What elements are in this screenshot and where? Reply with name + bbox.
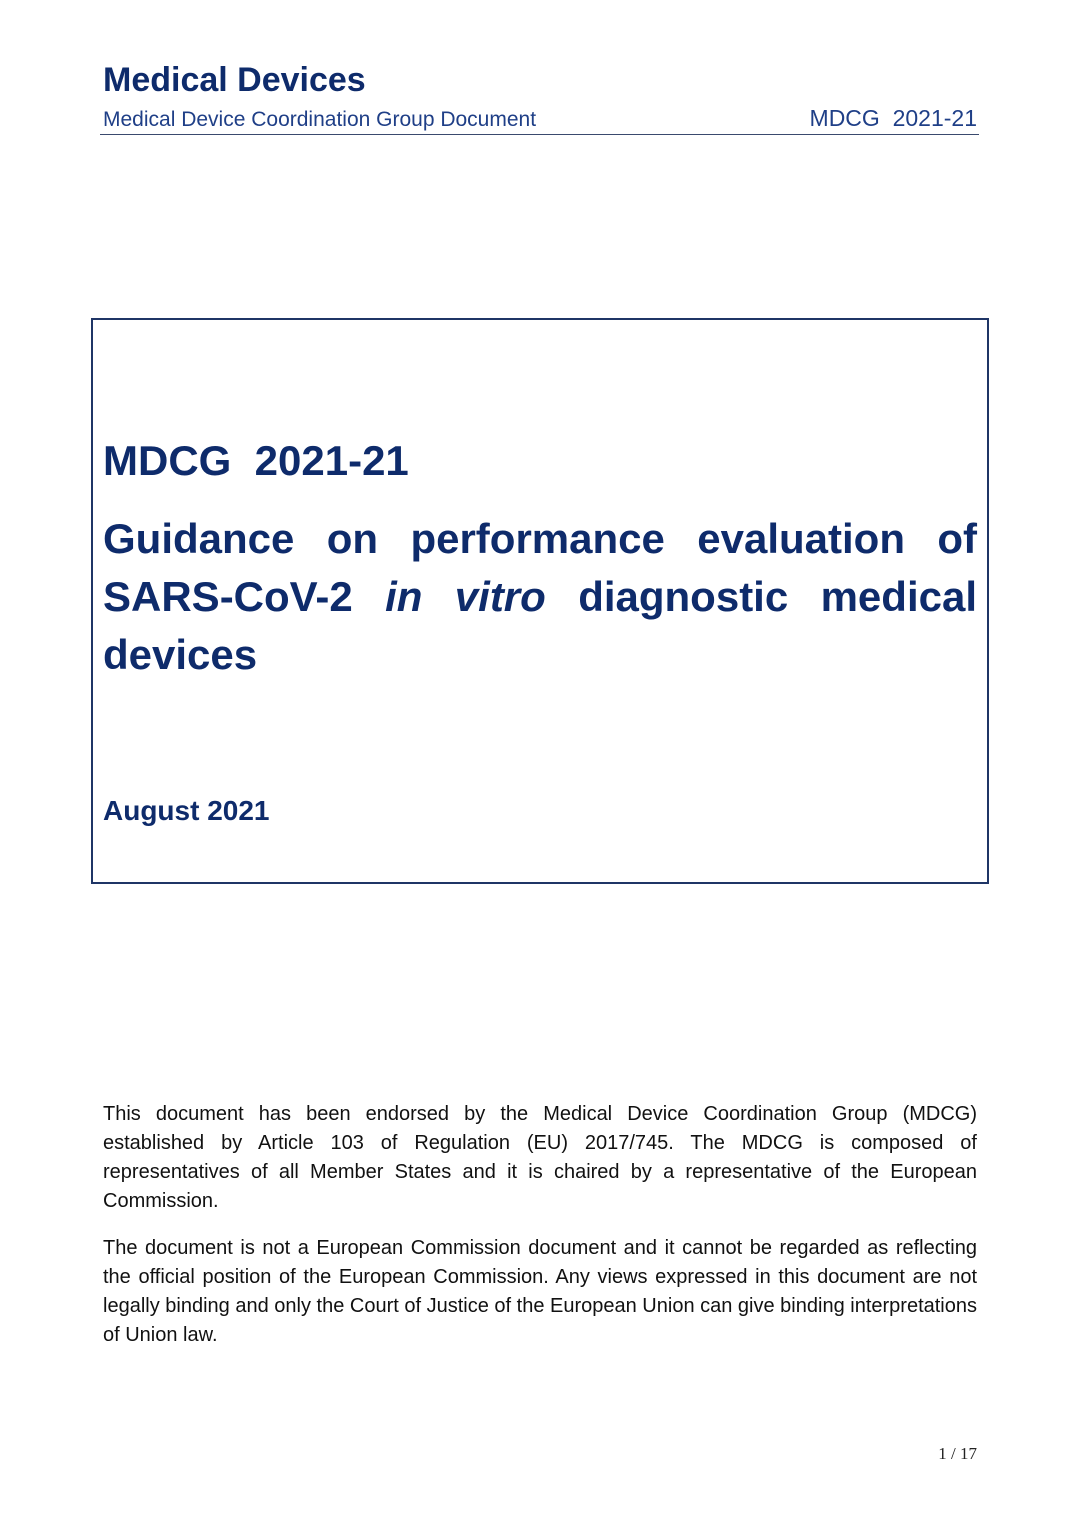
document-title-part2: diagnostic medical devices: [103, 573, 977, 678]
document-date: August 2021: [103, 795, 270, 826]
page-number: 1 / 17: [938, 1444, 977, 1463]
disclaimer-paragraph-legal: The document is not a European Commission document and it cannot be regarded as reflecting the official position of the European Commission. Any views expressed in this document are not legally binding and only the Court of Justice of the European Union can give binding interpretations of Union law.: [103, 1237, 977, 1346]
document-title: [103, 510, 977, 684]
publication-subtitle: Medical Device Coordination Group Document: [103, 108, 537, 131]
disclaimer-paragraph-endorsement: This document has been endorsed by the Medical Device Coordination Group (MDCG) established by Article 103 of Regulation (EU) 2017/745. The MDCG is composed of representatives of all Member States and it is chaired by a representative of the European Commission.: [103, 1103, 977, 1212]
document-title-italic: in vitro: [385, 573, 546, 620]
document-reference: MDCG 2021-21: [809, 105, 977, 131]
disclaimer-section: [103, 1100, 977, 1368]
publication-title: Medical Devices: [103, 61, 366, 99]
document-title-part1: Guidance on performance evaluation of SARS-CoV-2: [103, 515, 977, 620]
document-code: MDCG 2021-21: [103, 437, 409, 484]
header-divider: [100, 134, 979, 135]
